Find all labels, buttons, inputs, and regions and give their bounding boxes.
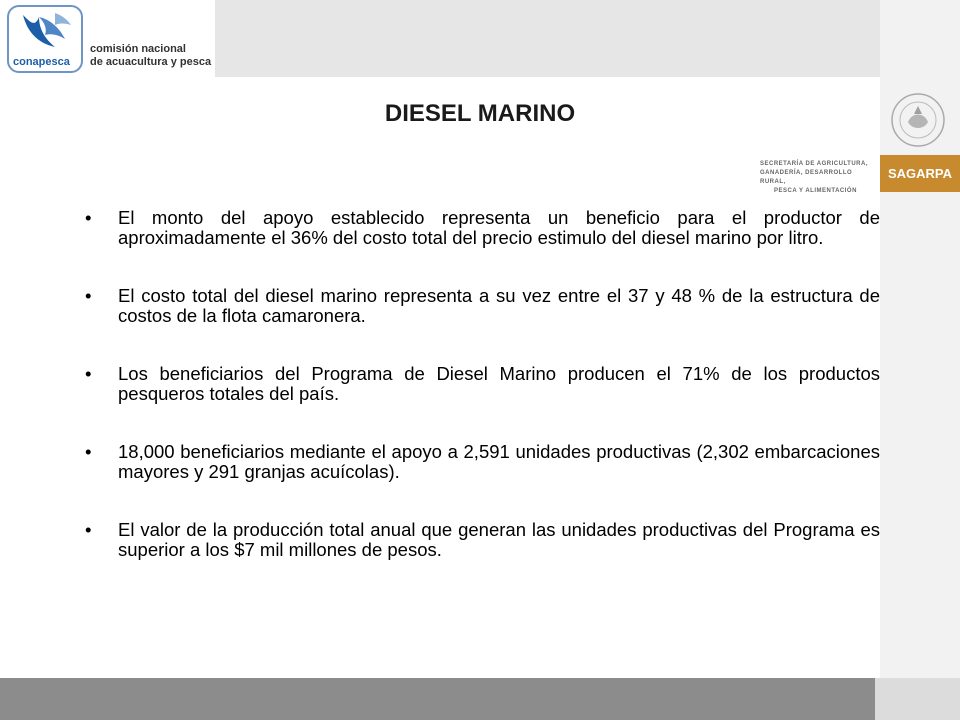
conapesca-emblem <box>7 5 83 73</box>
bullet-dot: • <box>85 207 92 228</box>
conapesca-logo <box>0 0 215 77</box>
national-seal-icon <box>888 92 948 148</box>
list-item <box>85 286 880 326</box>
logo-brand-text: conapesca <box>13 56 70 68</box>
sagarpa-badge: SAGARPA <box>880 155 960 192</box>
list-item <box>85 442 880 482</box>
bullet-dot: • <box>85 519 92 540</box>
secretaria-line2: GANADERÍA, DESARROLLO RURAL, <box>760 170 853 185</box>
secretaria-line1: SECRETARÍA DE AGRICULTURA, <box>760 161 868 167</box>
bullet-dot: • <box>85 441 92 462</box>
bullet-text: El valor de la producción total anual que generan las unidades productivas del Programa es superior a los $7 mil millones de pesos. <box>118 519 880 560</box>
footer-corner <box>875 678 960 720</box>
secretaria-text <box>760 160 878 196</box>
org-name-line1: comisión nacional <box>90 43 186 55</box>
list-item <box>85 364 880 404</box>
bullet-list <box>85 208 880 598</box>
list-item <box>85 208 880 248</box>
footer-band <box>0 678 875 720</box>
bullet-dot: • <box>85 363 92 384</box>
org-name <box>90 43 211 69</box>
slide-title: DIESEL MARINO <box>384 100 576 127</box>
bullet-text: El costo total del diesel marino representa a su vez entre el 37 y 48 % de la estructura de costos de la flota camaronera. <box>118 285 880 326</box>
bullet-text: 18,000 beneficiarios mediante el apoyo a 2,591 unidades productivas (2,302 embarcaciones mayores y 291 granjas acuícolas). <box>118 441 880 482</box>
bullet-text: Los beneficiarios del Programa de Diesel Marino producen el 71% de los productos pesqueros totales del país. <box>118 363 880 404</box>
bullet-text: El monto del apoyo establecido representa un beneficio para el productor de aproximadamente el 36% del costo total del precio estimulo del diesel marino por litro. <box>118 207 880 248</box>
secretaria-line3: PESCA Y ALIMENTACIÓN <box>774 188 857 194</box>
header-band <box>215 0 880 77</box>
bullet-dot: • <box>85 285 92 306</box>
fish-bird-icon <box>9 9 81 55</box>
list-item <box>85 520 880 560</box>
org-name-line2: de acuacultura y pesca <box>90 56 212 68</box>
